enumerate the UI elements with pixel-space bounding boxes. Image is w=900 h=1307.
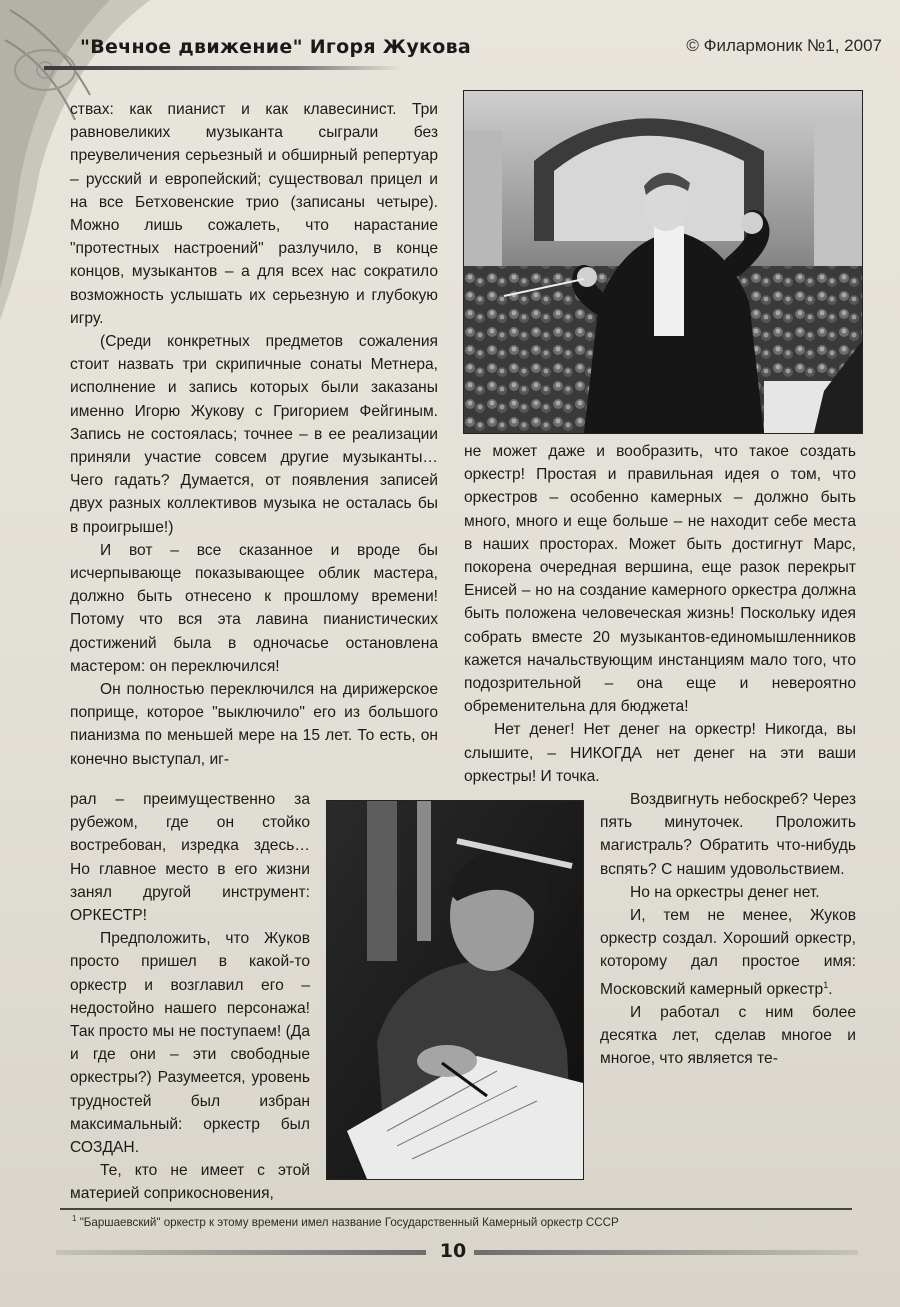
bottom-rule-right	[474, 1250, 858, 1255]
paragraph: Те, кто не имеет с этой материей соприкосновения,	[70, 1162, 310, 1203]
left-lower-column	[70, 788, 310, 1206]
header-title: "Вечное движение" Игоря Жукова	[80, 36, 472, 58]
paragraph: Но на оркестры денег нет.	[630, 883, 820, 901]
writing-score-photo	[326, 800, 584, 1180]
paragraph: рал – преимущественно за рубежом, где он стойко востребован, изредка здесь… Но главное место в его жизни занял другой инструмент: ОРКЕСТР!	[70, 791, 310, 925]
paragraph: И работал с ним более десятка лет, сделав многое и многое, что является те-	[600, 1004, 856, 1068]
paragraph: И вот – все сказанное и вроде бы исчерпывающе показывающее облик мастера, должно быть отнесено к прошлому времени! Потому что вся эта лавина пианистических достижений была в одночасье остановлена мастером: он переключился!	[70, 541, 438, 675]
header-copyright: © Филармоник №1, 2007	[686, 36, 882, 55]
header-rule	[44, 66, 404, 70]
paragraph: Нет денег! Нет денег на оркестр! Никогда, вы слышите, – НИКОГДА нет денег на эти ваши оркестры! И точка.	[464, 721, 856, 785]
right-lower-column	[600, 788, 856, 1071]
footnote-reference: 1	[823, 979, 829, 990]
paragraph: Он полностью переключился на дирижерское поприще, которое "выключило" его из большого пианизма по меньшей мере на 15 лет. То есть, он конечно выступал, иг-	[70, 681, 438, 768]
footnote-marker: 1	[72, 1214, 77, 1223]
left-column	[70, 98, 438, 771]
footnote	[72, 1214, 852, 1229]
footnote-text: "Баршаевский" оркестр к этому времени имел название Государственный Камерный оркестр СССР	[79, 1215, 619, 1229]
paragraph: ствах: как пианист и как клавесинист. Три равновеликих музыканта сыграли без преувеличения серьезный и обширный репертуар – русский и европейский; существовал прицел и на все Бетховенские трио (записаны четыре). Можно лишь сожалеть, что нарастание "протестных настроений" разлучило, в конце концов, музыкантов – а для всех нас сократило возможность услышать их серьезную и глубокую игру.	[70, 101, 438, 327]
right-top-column	[464, 440, 856, 788]
paragraph: (Среди конкретных предметов сожаления стоит назвать три скрипичные сонаты Метнера, исполнение и запись которых были заказаны именно Игорю Жукову с Григорием Фейгиным. Запись не состоялась; точнее – в ее реализации приняли участие совсем другие музыканты… Чего гадать? Думается, от появления записей двух разных коллективов музыка не осталась бы в проигрыше!)	[70, 333, 438, 536]
conductor-photo	[463, 90, 863, 434]
paragraph: И, тем не менее, Жуков оркестр создал. Хороший оркестр, которому дал простое имя: Московский камерный оркестр$^1$.	[600, 907, 856, 998]
page-number: 10	[439, 1240, 467, 1262]
paragraph: Воздвигнуть небоскреб? Через пять минуточек. Проложить магистраль? Обратить что-нибудь вспять? С нашим удовольствием.	[600, 791, 856, 878]
footnote-divider	[60, 1208, 852, 1210]
paragraph-text: И, тем не менее, Жуков оркестр создал. Хороший оркестр, которому дал простое имя: Московский камерный оркестр	[600, 907, 856, 998]
paragraph: не может даже и вообразить, что такое создать оркестр! Простая и правильная идея о том, что оркестров – особенно камерных – должно быть много, много и еще больше – не находит себе места в наших просторах. Может быть достигнут Марс, покорена очередная вершина, еще разок перекрыт Енисей – но на создание камерного оркестра должна быть положена человеческая жизнь! Поскольку идея собрать вместе 20 музыкантов-единомышленников кажется начальствующим инстанциям мало того, что подозрительной – она еще и невероятно обременительна для бюджета!	[464, 443, 856, 716]
bottom-rule-left	[56, 1250, 426, 1255]
paragraph: Предположить, что Жуков просто пришел в какой-то оркестр и возглавил его – недостойно нашего персонажа! Так просто мы не поступаем! (Да и где они – эти свободные оркестры?) Разумеется, уровень трудностей был избран максимальный: оркестр был СОЗДАН.	[70, 930, 310, 1157]
